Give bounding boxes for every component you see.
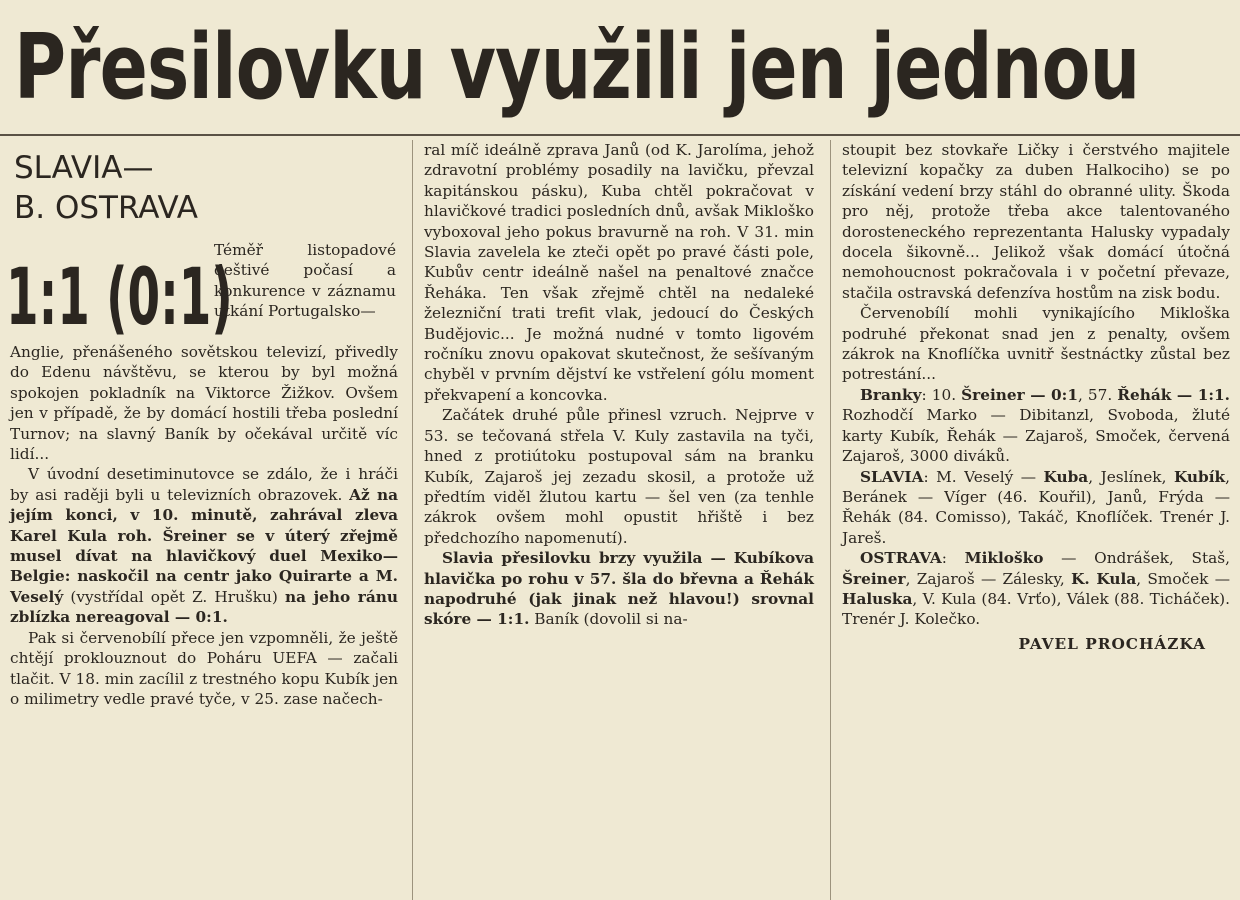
col2-paragraph-2: Začátek druhé půle přinesl vzruch. Nejprve v 53. se tečovaná střela V. Kuly zastavila na tyči, hned z protiútoku postupoval sám na branku Kubík, Zajaroš jej zezadu skosil, a protože už předtím viděl žlutou kartu — šel ven (za tenhle zákrok ovšem mohl opustit hřiště i bez předchozího napomenutí). [424, 406, 814, 547]
lineup-bold-player: K. Kula [1071, 569, 1137, 588]
lineup-text: — Ondrášek, Staš, [1043, 549, 1230, 568]
lineup-text: , Beránek — Víger (46. Kouřil), Janů, Frýda — Řehák (84. Comisso), Takáč, Knoflíček. Trenér J. Jareš. [842, 467, 1230, 547]
lineup-bold-player: Haluska [842, 589, 913, 608]
slavia-label: SLAVIA [860, 467, 924, 486]
column-divider [830, 140, 831, 900]
col3-paragraph-2: Červenobílí mohli vynikajícího Mikloška podruhé překonat snad jen z penalty, ovšem zákrok na Knoflíčka uvnitř šestnáctky zůstal bez potrestání... [842, 304, 1230, 384]
goals-line [842, 385, 1230, 467]
col2-paragraph-1: ral míč ideálně zprava Janů (od K. Jarolíma, jehož zdravotní problémy posadily na lavičku, převzal kapitánskou pásku), Kuba chtěl pokračovat v hlavičkové tradici posledních dnů, avšak Mikloško vyboxoval jeho pokus bravurně na roh. V 31. min Slavia zavelela ke zteči opět po pravé části pole, Kubův centr ideálně našel na penaltové značce Řeháka. Ten však zřejmě chtěl na nedaleké železniční trati trefit vlak, jedoucí do Českých Budějovic... Je možná nudné v tomto ligovém ročníku znovu opakovat skutečnost, že sešívaným chyběl v prvním dějství ke vstřelení gólu moment překvapení a koncovka. [424, 141, 814, 404]
lineup-text: , V. Kula (84. Vrťo), Válek (88. Ticháček). Trenér J. Kolečko. [842, 589, 1230, 629]
goal-1: Šreiner — 0:1 [961, 385, 1078, 404]
lineup-text: , Zajaroš — Zálesky, [905, 569, 1072, 588]
lineup-text: , Smoček — [1136, 569, 1231, 588]
author-signature: PAVEL PROCHÁZKA [1018, 634, 1206, 653]
column-divider [412, 140, 413, 900]
col1-p2-text-2: (vystřídal opět Z. Hrušku) [63, 587, 285, 606]
lineup-text: : M. Veselý — [923, 467, 1044, 486]
goals-text: : 10. [921, 385, 962, 404]
match-kicker [14, 148, 274, 228]
kicker-away-team: B. OSTRAVA [14, 190, 198, 226]
lineup-bold-player: Šreiner [842, 569, 906, 588]
lineup-bold-player: Kuba [1043, 467, 1089, 486]
goal-2: Řehák — 1:1. [1117, 385, 1230, 404]
lineup-bold-player: Mikloško [964, 549, 1044, 568]
col1-paragraph-2 [10, 464, 398, 627]
col1-p2-text: V úvodní desetiminutovce se zdálo, že i hráči by asi raději byli u televizních obrazovek. [10, 465, 398, 504]
intro-paragraph: Téměř listopadové deštivé počasí a konkurence v záznamu utkání Portugalsko— [214, 241, 396, 321]
goals-label: Branky [860, 385, 922, 404]
article-column-1 [10, 342, 398, 709]
col3-paragraph-1: stoupit bez stovkaře Ličky i čerstvého majitele televizní kopačky za duben Halkociho) se po získání vedení brzy stáhl do obranné ulity. Škoda pro něj, protože třeba akce talentovaného dorosteneckého reprezentanta Halusky vypadaly docela šikovně... Jelikož však domácí útočná nemohoucnost pokračovala i v početní převaze, stačila ostravská defenzíva hostům na zisk bodu. [842, 141, 1230, 302]
lineup-text: : [941, 549, 965, 568]
article-headline: Přesilovku využili jen jednou [14, 15, 1140, 120]
col2-paragraph-3 [424, 548, 814, 630]
col1-p2-bold-2: na jeho ránu zblízka nereagoval — 0:1. [10, 587, 398, 627]
headline-rule [0, 134, 1240, 136]
lineup-bold-player: Kubík [1173, 467, 1226, 486]
article-column-2 [424, 140, 814, 630]
match-score: 1:1 (0:1) [6, 253, 233, 343]
slavia-lineup [842, 467, 1230, 549]
goals-text: , 57. [1077, 385, 1118, 404]
col2-p3-bold: Slavia přesilovku brzy využila — Kubíkova hlavička po rohu v 57. šla do břevna a Řehák napodruhé (jak jinak než hlavou!) srovnal skóre — 1:1. [424, 549, 814, 629]
ostrava-label: OSTRAVA [860, 549, 942, 568]
officials-text: Rozhodčí Marko — Dibitanzl, Svoboda, žluté karty Kubík, Řehák — Zajaroš, Smoček, červená Zajaroš, 3000 diváků. [842, 406, 1230, 466]
article-column-3 [842, 140, 1230, 654]
col1-paragraph-3: Pak si červenobílí přece jen vzpomněli, že ještě chtějí proklouznout do Poháru UEFA — začali tlačit. V 18. min zacílil z trestného kopu Kubík jen o milimetry vedle pravé tyče, v 25. zase načech- [10, 628, 398, 708]
col1-p2-bold: Až na jejím konci, v 10. minutě, zahrával zleva Karel Kula roh. Šreiner se v úterý zřejmě musel dívat na hlavičkový duel Mexiko—Belgie: naskočil na centr jako Quirarte a M. Veselý [10, 485, 399, 606]
col1-paragraph-1: Anglie, přenášeného sovětskou televizí, přivedly do Edenu návštěvu, se kterou by byl možná spokojen pokladník na Viktorce Žižkov. Ovšem jen v případě, že by domácí hostili třeba poslední Turnov; na slavný Baník by očekával určitě víc lidí... [10, 343, 398, 464]
ostrava-lineup [842, 548, 1230, 630]
col2-p3-text: Baník (dovolil si na- [529, 610, 688, 629]
lineup-text: , Jeslínek, [1088, 467, 1174, 486]
kicker-home-team: SLAVIA— [14, 150, 154, 186]
